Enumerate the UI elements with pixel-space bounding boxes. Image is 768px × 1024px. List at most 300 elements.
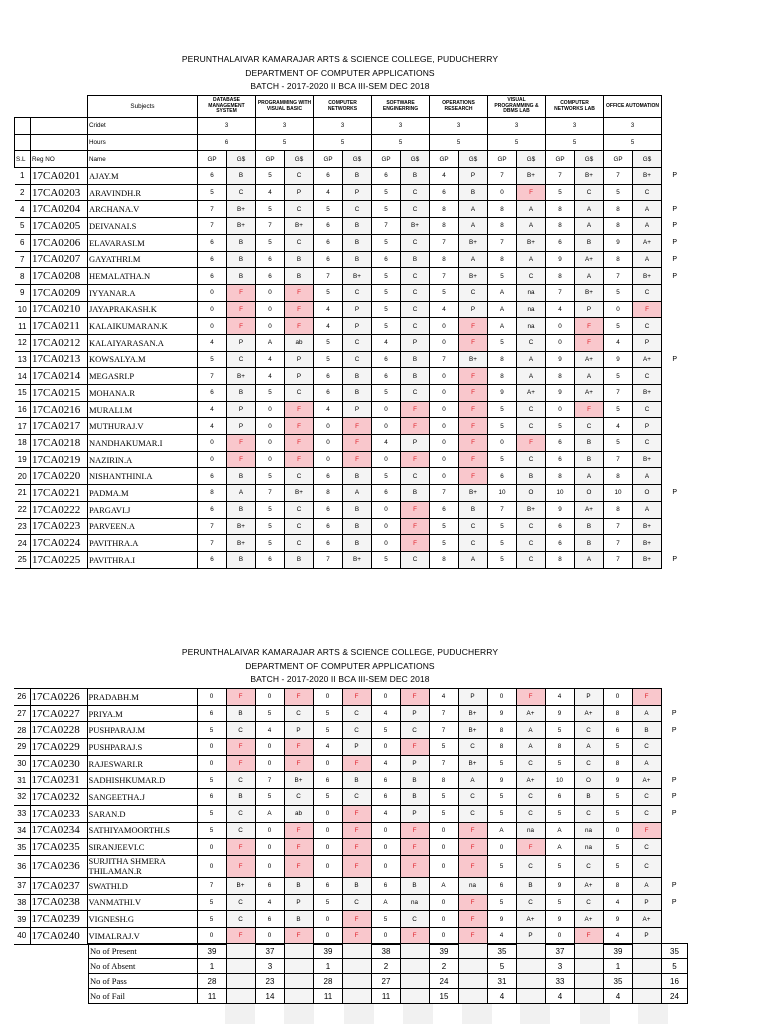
grade-letter: F [400, 689, 429, 706]
summary-total: 35 [662, 944, 688, 959]
grade-point: 4 [314, 318, 343, 335]
subject-name: OPERATIONS RESEARCH [430, 96, 488, 118]
result-mark: P [661, 705, 687, 722]
grade-point: 7 [314, 551, 343, 568]
grade-letter: A+ [575, 351, 604, 368]
grade-letter: A+ [574, 911, 603, 928]
grade-letter: B [227, 468, 256, 485]
grade-letter: F [226, 739, 255, 756]
grade-point: 0 [255, 689, 284, 706]
grade-point: 7 [198, 201, 227, 218]
summary-blank [401, 989, 430, 1004]
grade-letter: B [574, 789, 603, 806]
grade-letter: B+ [227, 201, 256, 218]
grade-letter: C [284, 789, 313, 806]
grade-letter: A+ [633, 351, 662, 368]
grade-point: 5 [197, 911, 226, 928]
summary-blank [633, 944, 662, 959]
result-mark [661, 839, 687, 856]
grade-letter: P [343, 184, 372, 201]
result-mark: P [662, 485, 688, 502]
grade-point: 7 [198, 535, 227, 552]
grade-letter: F [401, 518, 430, 535]
grade-letter: B+ [458, 705, 487, 722]
student-row [14, 894, 687, 911]
grade-letter: F [458, 911, 487, 928]
grade-point: 0 [372, 535, 401, 552]
grade-point: 4 [604, 334, 633, 351]
grade-point: 4 [198, 418, 227, 435]
serial-number: 40 [14, 927, 30, 944]
gs-header: G$ [517, 151, 546, 168]
grade-point: 9 [487, 911, 516, 928]
summary-total: 5 [662, 959, 688, 974]
grade-point: 0 [430, 451, 459, 468]
student-row [15, 284, 688, 301]
grade-letter: P [343, 401, 372, 418]
grade-letter: F [632, 689, 661, 706]
grade-point: 5 [604, 435, 633, 452]
grade-letter: B+ [285, 485, 314, 502]
gs-header: G$ [343, 151, 372, 168]
summary-value: 37 [256, 944, 285, 959]
grade-letter: B [226, 705, 255, 722]
grade-letter: B [227, 385, 256, 402]
grade-letter: F [400, 739, 429, 756]
grade-letter: C [517, 535, 546, 552]
grade-letter: B [227, 251, 256, 268]
summary-blank [343, 974, 372, 989]
grade-letter: F [285, 401, 314, 418]
reg-number: 17CA0235 [30, 839, 87, 856]
grade-point: 5 [197, 805, 226, 822]
grade-letter: C [633, 435, 662, 452]
grade-letter: B+ [459, 234, 488, 251]
grade-letter: C [400, 911, 429, 928]
college-name: PERUNTHALAIVAR KAMARAJAR ARTS & SCIENCE COLLEGE, PUDUCHERRY [181, 647, 499, 657]
subject-credit: 3 [604, 118, 662, 135]
serial-number: 10 [15, 301, 31, 318]
grade-point: 0 [372, 418, 401, 435]
serial-number: 11 [15, 318, 31, 335]
grade-letter: A+ [575, 251, 604, 268]
serial-number: 23 [15, 518, 31, 535]
summary-blank [517, 944, 546, 959]
reg-number: 17CA0240 [30, 927, 87, 944]
grade-point: 4 [256, 351, 285, 368]
grade-point: 8 [546, 201, 575, 218]
grade-point: 7 [197, 877, 226, 894]
grade-point: 8 [603, 755, 632, 772]
background-stripe [638, 1004, 668, 1024]
grade-point: 4 [314, 301, 343, 318]
grade-letter: C [226, 722, 255, 739]
grade-point: 4 [314, 184, 343, 201]
grade-letter: B [517, 468, 546, 485]
grade-point: 7 [604, 518, 633, 535]
grade-letter: B+ [284, 772, 313, 789]
student-row [14, 822, 687, 839]
student-name: VANMATHI.V [87, 894, 197, 911]
grade-point: 5 [372, 318, 401, 335]
grade-letter: B+ [227, 535, 256, 552]
grade-point: 0 [488, 184, 517, 201]
student-row [15, 501, 688, 518]
grade-point: 5 [197, 722, 226, 739]
grade-letter: C [633, 368, 662, 385]
result-mark [662, 451, 688, 468]
grade-point: 0 [372, 501, 401, 518]
summary-value: 1 [604, 959, 633, 974]
grade-letter: O [517, 485, 546, 502]
department-name: DEPARTMENT OF COMPUTER APPLICATIONS [245, 660, 435, 671]
grade-point: 5 [314, 201, 343, 218]
grade-letter: B [342, 772, 371, 789]
grade-point: 6 [372, 251, 401, 268]
grade-point: 5 [488, 268, 517, 285]
grade-letter: A+ [516, 705, 545, 722]
serial-number: 14 [15, 368, 31, 385]
summary-table [88, 943, 688, 1004]
grade-letter: F [284, 839, 313, 856]
grade-point: 5 [372, 551, 401, 568]
blank-cell [15, 118, 31, 135]
grade-letter: P [632, 927, 661, 944]
grade-point: 0 [313, 927, 342, 944]
grade-point: 6 [314, 251, 343, 268]
grade-letter: F [459, 468, 488, 485]
grade-letter: B [575, 518, 604, 535]
reg-number: 17CA0210 [31, 301, 88, 318]
grade-point: 4 [371, 805, 400, 822]
grade-letter: F [285, 301, 314, 318]
credit-label: Cridet [88, 118, 198, 135]
student-row [15, 201, 688, 218]
summary-label: No of Fail [89, 989, 198, 1004]
grade-letter: B+ [227, 518, 256, 535]
hours-row [15, 134, 688, 151]
grade-letter: F [400, 855, 429, 877]
grade-letter: F [459, 334, 488, 351]
serial-number: 38 [14, 894, 30, 911]
summary-value: 3 [546, 959, 575, 974]
student-name: PUSHPARAJ.M [87, 722, 197, 739]
grade-letter: C [516, 789, 545, 806]
grade-letter: C [575, 184, 604, 201]
grade-letter: B [227, 168, 256, 185]
result-mark [662, 368, 688, 385]
serial-number: 18 [15, 435, 31, 452]
summary-blank [285, 959, 314, 974]
student-row [15, 401, 688, 418]
student-name: MUTHURAJ.V [88, 418, 198, 435]
grade-point: 0 [603, 822, 632, 839]
grade-point: 9 [546, 385, 575, 402]
grade-letter: C [285, 201, 314, 218]
grade-point: A [488, 318, 517, 335]
grade-point: 8 [604, 468, 633, 485]
student-row [14, 739, 687, 756]
grade-point: 7 [604, 535, 633, 552]
grade-point: A [487, 822, 516, 839]
summary-row [89, 974, 688, 989]
grade-letter: F [458, 839, 487, 856]
grade-letter: C [343, 334, 372, 351]
grade-point: 4 [372, 435, 401, 452]
subject-credit: 3 [314, 118, 372, 135]
reg-number: 17CA0206 [31, 234, 88, 251]
grade-point: 7 [546, 168, 575, 185]
grade-letter: A [633, 201, 662, 218]
grade-point: 0 [313, 822, 342, 839]
student-name: MOHANA.R [88, 385, 198, 402]
grade-letter: F [459, 435, 488, 452]
gs-header: G$ [459, 151, 488, 168]
grade-letter: C [632, 739, 661, 756]
grade-letter: F [458, 927, 487, 944]
subject-name: DATABASE MANAGEMENT SYSTEM [198, 96, 256, 118]
grade-point: 5 [488, 518, 517, 535]
grade-letter: B+ [633, 551, 662, 568]
grade-letter: C [574, 722, 603, 739]
student-name: SADHISHKUMAR.D [87, 772, 197, 789]
grade-letter: A [517, 201, 546, 218]
summary-value: 15 [430, 989, 459, 1004]
grade-point: 5 [546, 184, 575, 201]
grade-point: 6 [256, 268, 285, 285]
grade-letter: C [516, 805, 545, 822]
grade-letter: C [226, 822, 255, 839]
grade-point: 7 [256, 218, 285, 235]
grade-point: 8 [603, 705, 632, 722]
result-mark: P [661, 894, 687, 911]
summary-value: 4 [488, 989, 517, 1004]
grade-letter: F [284, 855, 313, 877]
grade-point: 5 [372, 234, 401, 251]
grade-letter: A [517, 251, 546, 268]
grade-letter: B [343, 385, 372, 402]
grade-point: 0 [255, 927, 284, 944]
grade-letter: P [632, 894, 661, 911]
credit-row [15, 118, 688, 135]
regno-header: Reg NO [31, 151, 88, 168]
student-row [15, 468, 688, 485]
grade-point: 0 [430, 435, 459, 452]
serial-number: 2 [15, 184, 31, 201]
student-name: MURALI.M [88, 401, 198, 418]
grade-letter: B+ [517, 234, 546, 251]
gs-header: G$ [575, 151, 604, 168]
grade-letter: B [284, 911, 313, 928]
grade-point: 6 [314, 168, 343, 185]
grade-letter: F [575, 334, 604, 351]
serial-number: 36 [14, 855, 30, 877]
serial-number: 19 [15, 451, 31, 468]
grade-point: 6 [430, 184, 459, 201]
grade-letter: B [284, 877, 313, 894]
reg-number: 17CA0207 [31, 251, 88, 268]
grade-letter: F [342, 822, 371, 839]
grade-letter: A [575, 551, 604, 568]
student-name: KALAIKUMARAN.K [88, 318, 198, 335]
grade-point: 5 [371, 911, 400, 928]
grade-letter: B [400, 772, 429, 789]
subjects-label: Subjects [88, 96, 198, 118]
grade-letter: F [458, 894, 487, 911]
grade-letter: na [458, 877, 487, 894]
gs-header: G$ [401, 151, 430, 168]
gp-header: GP [198, 151, 227, 168]
summary-value: 1 [314, 959, 343, 974]
grade-letter: B+ [401, 218, 430, 235]
grade-letter: C [574, 755, 603, 772]
summary-blank [633, 989, 662, 1004]
grade-point: 7 [546, 284, 575, 301]
grade-point: 8 [430, 218, 459, 235]
grade-letter: C [575, 418, 604, 435]
grade-letter: C [227, 351, 256, 368]
student-name: NISHANTHINI.A [88, 468, 198, 485]
grade-point: 5 [372, 385, 401, 402]
serial-number: 31 [14, 772, 30, 789]
grade-point: 8 [314, 485, 343, 502]
grade-letter: B [401, 485, 430, 502]
student-name: GAYATHRI.M [88, 251, 198, 268]
grade-letter: B [343, 368, 372, 385]
grade-letter: B+ [285, 218, 314, 235]
grade-letter: F [575, 401, 604, 418]
reg-number: 17CA0204 [31, 201, 88, 218]
reg-number: 17CA0234 [30, 822, 87, 839]
grade-letter: A [459, 251, 488, 268]
grade-point: 0 [372, 518, 401, 535]
grade-letter: A+ [575, 385, 604, 402]
grade-letter: C [516, 855, 545, 877]
grade-letter: B [343, 251, 372, 268]
summary-value: 31 [488, 974, 517, 989]
student-row [15, 435, 688, 452]
grade-letter: B [226, 789, 255, 806]
grade-point: 7 [198, 368, 227, 385]
grade-letter: C [459, 535, 488, 552]
summary-blank [285, 989, 314, 1004]
grade-letter: F [342, 911, 371, 928]
grade-letter: C [285, 385, 314, 402]
gp-header: GP [430, 151, 459, 168]
grade-letter: B+ [343, 551, 372, 568]
grade-letter: F [226, 839, 255, 856]
summary-value: 38 [372, 944, 401, 959]
grade-letter: B+ [633, 168, 662, 185]
grade-point: 10 [488, 485, 517, 502]
batch-info: BATCH - 2017-2020 II BCA III-SEM DEC 2018 [250, 81, 430, 91]
subject-hours: 5 [488, 134, 546, 151]
grade-letter: F [226, 755, 255, 772]
grade-point: 5 [256, 234, 285, 251]
grade-letter: A+ [575, 501, 604, 518]
grade-point: 5 [197, 822, 226, 839]
grade-point: 8 [603, 877, 632, 894]
reg-number: 17CA0237 [30, 877, 87, 894]
serial-number: 13 [15, 351, 31, 368]
result-mark [662, 401, 688, 418]
grade-point: 5 [487, 789, 516, 806]
grade-point: 0 [313, 805, 342, 822]
grade-point: 4 [313, 739, 342, 756]
summary-row [89, 989, 688, 1004]
student-name: KALAIYARASAN.A [88, 334, 198, 351]
grade-point: 5 [255, 789, 284, 806]
grade-letter: C [227, 184, 256, 201]
student-row [15, 334, 688, 351]
subject-name: OFFICE AUTOMATION [604, 96, 662, 118]
student-name: SATHIYAMOORTHI.S [87, 822, 197, 839]
student-row [15, 268, 688, 285]
grade-letter: C [401, 184, 430, 201]
grade-letter: P [400, 755, 429, 772]
grade-letter: C [516, 894, 545, 911]
grade-letter: B+ [633, 535, 662, 552]
grade-letter: P [227, 401, 256, 418]
grade-point: 6 [314, 234, 343, 251]
summary-value: 4 [546, 989, 575, 1004]
summary-value: 14 [256, 989, 285, 1004]
grade-point: 6 [197, 705, 226, 722]
grade-point: 6 [313, 772, 342, 789]
grade-letter: B+ [458, 722, 487, 739]
grade-letter: na [516, 822, 545, 839]
grade-letter: P [575, 301, 604, 318]
grade-point: 4 [198, 401, 227, 418]
grade-point: 8 [488, 351, 517, 368]
grade-point: 5 [603, 739, 632, 756]
student-row [14, 927, 687, 944]
grade-point: 6 [372, 168, 401, 185]
grade-letter: C [401, 284, 430, 301]
grade-point: 7 [604, 168, 633, 185]
department-name: DEPARTMENT OF COMPUTER APPLICATIONS [245, 67, 435, 78]
result-mark: P [662, 234, 688, 251]
reg-number: 17CA0220 [31, 468, 88, 485]
grade-point: A [545, 822, 574, 839]
background-stripe [520, 1004, 550, 1024]
serial-number: 12 [15, 334, 31, 351]
blank-cell [31, 134, 88, 151]
grade-letter: F [517, 435, 546, 452]
grade-letter: A+ [633, 234, 662, 251]
grade-point: 8 [546, 468, 575, 485]
summary-value: 2 [372, 959, 401, 974]
grade-point: 9 [604, 351, 633, 368]
reg-number: 17CA0211 [31, 318, 88, 335]
grade-point: 5 [314, 334, 343, 351]
grade-letter: A [574, 739, 603, 756]
grade-letter: C [517, 551, 546, 568]
grade-point: 0 [313, 839, 342, 856]
grade-letter: B+ [633, 518, 662, 535]
student-row [15, 318, 688, 335]
student-name: SANGEETHA.J [87, 789, 197, 806]
grade-letter: F [227, 318, 256, 335]
grade-letter: F [284, 927, 313, 944]
reg-number: 17CA0238 [30, 894, 87, 911]
serial-number: 15 [15, 385, 31, 402]
grade-letter: F [227, 435, 256, 452]
grade-point: 5 [256, 518, 285, 535]
background-stripe [284, 1004, 314, 1024]
grade-point: 6 [256, 551, 285, 568]
student-name: ARAVINDH.R [88, 184, 198, 201]
